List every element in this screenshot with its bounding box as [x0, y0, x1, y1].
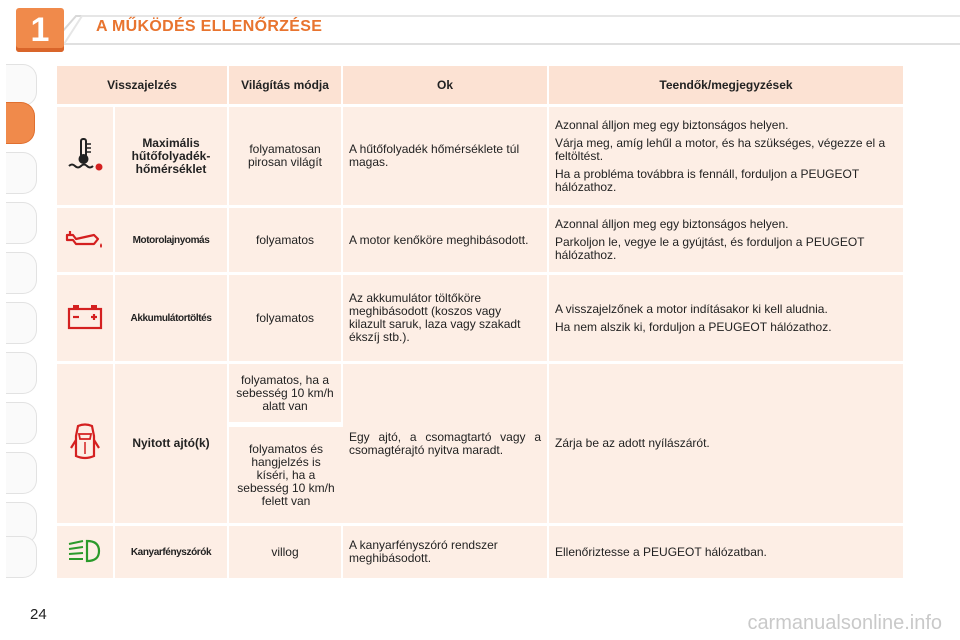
indicator-name: Nyitott ajtó(k): [115, 364, 229, 523]
chapter-tab[interactable]: [6, 402, 37, 444]
cause-text: Egy ajtó, a csomagtartó vagy a csomagtérajtó nyitva maradt.: [343, 364, 549, 523]
indicator-icon-cell: [57, 364, 115, 523]
lighting-mode: villog: [229, 526, 343, 578]
lighting-mode: folyamatos, ha a sebesség 10 km/h alatt van: [229, 364, 343, 424]
chapter-tab[interactable]: [6, 452, 37, 494]
chapter-number: 1: [16, 8, 64, 52]
action-paragraph: Ellenőriztesse a PEUGEOT hálózatban.: [555, 544, 767, 559]
watermark: carmanualsonline.info: [747, 612, 942, 634]
action-paragraph: Zárja be az adott nyílászárót.: [555, 436, 710, 450]
lighting-mode: folyamatos: [229, 208, 343, 272]
cause-text: A motor kenőköre meghibásodott.: [343, 208, 549, 272]
chapter-tab-active[interactable]: [6, 102, 35, 144]
chapter-tab[interactable]: [6, 152, 37, 194]
col-header-mode: Világítás módja: [229, 66, 343, 104]
action-paragraph: Várja meg, amíg lehűl a motor, és ha szükséges, végezze el a feltöltést.: [555, 135, 886, 163]
cause-text: Az akkumulátor töltőköre meghibásodott (koszos vagy kilazult saruk, laza vagy szakadt ékszíj stb.).: [343, 275, 549, 361]
chapter-tab[interactable]: [6, 536, 37, 578]
lighting-mode: folyamatos és hangjelzés is kíséri, ha a sebesség 10 km/h felett van: [229, 427, 343, 523]
indicator-name: Kanyarfényszórók: [115, 526, 229, 578]
indicator-name: Maximális hűtőfolyadék-hőmérséklet: [115, 107, 229, 205]
action-text: [549, 107, 903, 205]
cornering-light-icon: [65, 538, 105, 564]
col-header-action: Teendők/megjegyzések: [549, 66, 903, 104]
cause-text: A kanyarfényszóró rendszer meghibásodott.: [343, 526, 549, 578]
table-row: [57, 526, 903, 578]
action-paragraph: Parkoljon le, vegye le a gyújtást, és forduljon a PEUGEOT hálózathoz.: [555, 235, 865, 262]
action-text: [549, 208, 903, 272]
table-row: [57, 364, 903, 424]
indicator-icon-cell: [57, 208, 115, 272]
chapter-tabs: [6, 64, 40, 576]
action-text: [549, 526, 903, 578]
chapter-tab[interactable]: [6, 64, 37, 106]
page-title: A MŰKÖDÉS ELLENŐRZÉSE: [96, 18, 323, 35]
coolant-temperature-icon: [66, 136, 104, 174]
lighting-mode: folyamatos: [229, 275, 343, 361]
battery-icon: [66, 303, 104, 331]
table-header-row: [57, 66, 903, 104]
oil-pressure-icon: [64, 226, 106, 252]
col-header-indicator: Visszajelzés: [57, 66, 229, 104]
indicator-icon-cell: [57, 526, 115, 578]
lighting-mode: folyamatosan pirosan világít: [229, 107, 343, 205]
chapter-tab[interactable]: [6, 302, 37, 344]
table-row: [57, 107, 903, 205]
action-text: [549, 364, 903, 523]
chapter-tab[interactable]: [6, 352, 37, 394]
action-paragraph: Ha nem alszik ki, forduljon a PEUGEOT hálózathoz.: [555, 319, 832, 334]
chapter-tab[interactable]: [6, 252, 37, 294]
indicator-icon-cell: [57, 275, 115, 361]
page-number: 24: [30, 606, 47, 623]
indicator-icon-cell: [57, 107, 115, 205]
page-header: [0, 0, 960, 48]
action-paragraph: Ha a probléma továbbra is fennáll, forduljon a PEUGEOT hálózathoz.: [555, 166, 859, 194]
indicator-name: Akkumulátortöltés: [115, 275, 229, 361]
table-row: [57, 275, 903, 361]
col-header-cause: Ok: [343, 66, 549, 104]
cause-text: A hűtőfolyadék hőmérséklete túl magas.: [343, 107, 549, 205]
action-text: [549, 275, 903, 361]
chapter-tab[interactable]: [6, 202, 37, 244]
indicator-name: Motorolajnyomás: [115, 208, 229, 272]
table-row: [57, 208, 903, 272]
action-paragraph: Azonnal álljon meg egy biztonságos helyen.: [555, 117, 789, 132]
warning-lights-table: [57, 63, 903, 581]
action-paragraph: Azonnal álljon meg egy biztonságos helyen.: [555, 217, 789, 231]
door-open-icon: [70, 422, 100, 462]
action-paragraph: A visszajelzőnek a motor indításakor ki kell aludnia.: [555, 301, 828, 316]
